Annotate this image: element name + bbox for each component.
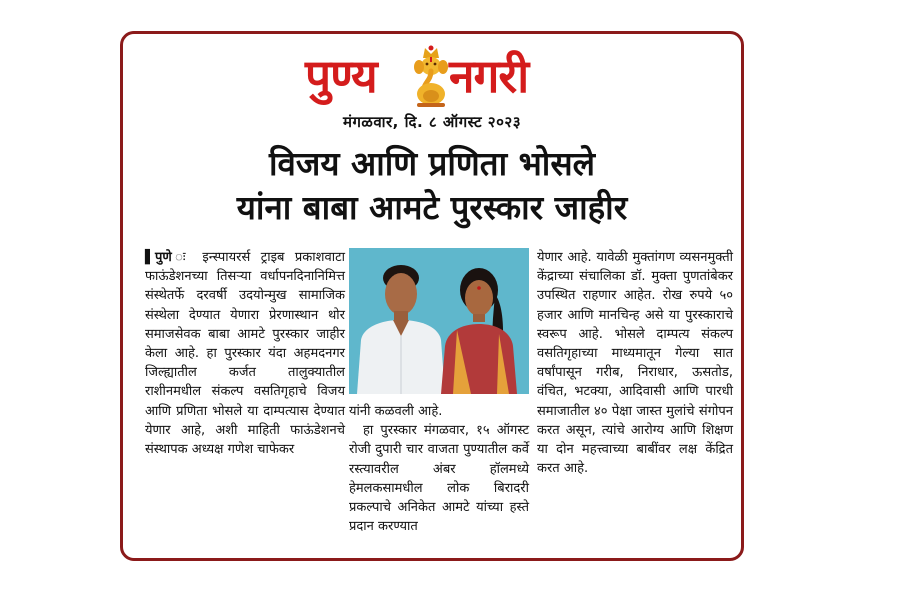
masthead-name-left: पुण्य [305,49,377,103]
masthead-name-right: नगरी [449,49,529,103]
issue-date: मंगळवार, दि. ८ ऑगस्ट २०२३ [343,113,521,131]
newspaper-clipping [120,31,744,561]
headline [123,142,741,230]
couple-photo-image [349,248,529,394]
dateline-marker: ▌ [145,250,155,265]
ganesha-emblem-icon [411,44,451,108]
paragraph-4: येणार आहे. यावेळी मुक्तांगण व्यसनमुक्ती केंद्राच्या संचालिका डॉ. मुक्ता पुणतांबेकर उपस्थित राहणार आहेत. रोख रुपये ५० हजार आणि मानचिन्ह असे या पुरस्काराचे स्वरूप आहे. भोसले दाम्पत्य संकल्प वसतिगृहाच्या माध्यमातून गेल्या सात वर्षांपासून गरीब, निराधार, ऊसतोड, वंचित, भटक्या, आदिवासी आणि पारधी समाजातील ४० पेक्षा जास्त मुलांचे संगोपन करत असून, त्यांचे आरोग्य आणि शिक्षण या दोन महत्त्वाच्या बाबींवर लक्ष केंद्रित करत आहे. [537,250,733,477]
paragraph-1: ः इन्स्पायरर्स ट्राइब प्रकाशवाटा फाऊंडेशनच्या तिसऱ्या वर्धापनदिनानिमित्त संस्थेतर्फे दरवर्षी उदयोन्मुख सामाजिक संस्थेला देण्यात येणारा प्रेरणास्थान थोर समाजसेवक बाबा आमटे पुरस्कार जाहीर केला आहे. हा पुरस्कार यंदा अहमदनगर जिल्ह्यातील कर्जत तालुक्यातील राशीनमधील संकल्प वसतिगृहाचे विजय आणि प्रणिता भोसले या दाम्पत्यास देण्यात येणार आहे, अशी माहिती फाऊंडेशनचे संस्थापक अध्यक्ष गणेश चाफेकर [145,250,345,458]
award-recipients-photo [349,248,529,394]
paragraph-2: यांनी कळवली आहे. [349,404,443,419]
dateline-city: पुणे [155,250,172,265]
article-column-2 [349,402,529,536]
headline-line-1: विजय आणि प्रणिता भोसले [268,144,596,183]
article-column-3 [537,248,733,478]
masthead [123,44,741,112]
paragraph-3: हा पुरस्कार मंगळवार, १५ ऑगस्ट रोजी दुपारी चार वाजता पुण्यातील कर्वे रस्त्यावरील अंबर हॉलमध्ये हेमलकसामधील लोक बिरादरी प्रकल्पाचे अनिकेत आमटे यांच्या हस्ते प्रदान करण्यात [349,423,529,535]
headline-line-2: यांना बाबा आमटे पुरस्कार जाहीर [236,188,628,227]
article-column-1 [145,248,345,459]
